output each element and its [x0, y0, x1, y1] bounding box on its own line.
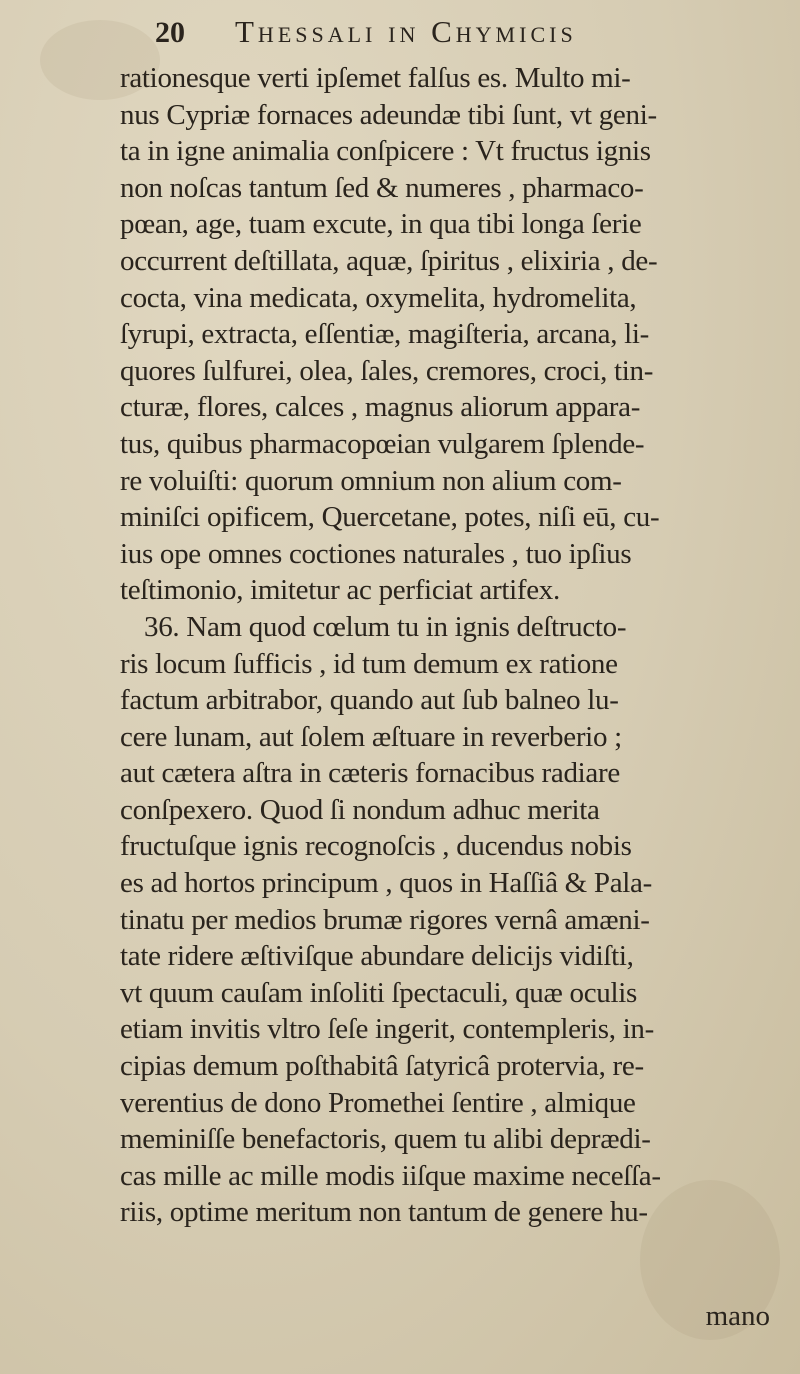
text-line: ta in igne animalia conſpicere : Vt fructus ignis: [120, 135, 651, 168]
text-line: quores ſulfurei, olea, ſales, cremores, croci, tin-: [120, 354, 654, 387]
text-line: non noſcas tantum ſed & numeres , pharmaco-: [120, 171, 644, 204]
text-line: tinatu per medios brumæ rigores vernâ amæni-: [120, 903, 650, 936]
text-line: pœan, age, tuam excute, in qua tibi longa ſerie: [120, 208, 642, 241]
text-line: aut cætera aſtra in cæteris fornacibus radiare: [120, 757, 620, 790]
text-line: verentius de dono Promethei ſentire , almique: [120, 1086, 636, 1119]
catchword: mano: [705, 1300, 770, 1332]
text-line: cas mille ac mille modis iiſque maxime neceſſa-: [120, 1159, 661, 1192]
text-line: miniſci opificem, Quercetane, potes, niſi eū, cu-: [120, 501, 660, 534]
text-line: cere lunam, aut ſolem æſtuare in reverberio ;: [120, 720, 622, 753]
text-line: tate ridere æſtiviſque abundare delicijs vidiſti,: [120, 940, 634, 973]
text-line: riis, optime meritum non tantum de genere hu-: [120, 1196, 648, 1229]
text-line: etiam invitis vltro ſeſe ingerit, contempleris, in-: [120, 1013, 654, 1046]
text-line: cipias demum poſthabitâ ſatyricâ protervia, re-: [120, 1050, 644, 1083]
text-line: ris locum ſufficis , id tum demum ex ratione: [120, 647, 618, 680]
text-line: rationesque verti ipſemet falſus es. Multo mi-: [120, 62, 631, 94]
text-line: factum arbitrabor, quando aut ſub balneo lu-: [120, 684, 619, 717]
text-line: re voluiſti: quorum omnium non alium com-: [120, 464, 622, 497]
running-head: Thessali in Chymicis: [235, 14, 577, 49]
text-line: vt quum cauſam inſoliti ſpectaculi, quæ oculis: [120, 976, 637, 1009]
text-line: occurrent deſtillata, aquæ, ſpiritus , elixiria , de-: [120, 244, 658, 277]
text-line: teſtimonio, imitetur ac perficiat artifex.: [120, 574, 560, 607]
page-number: 20: [155, 16, 185, 49]
text-line: cocta, vina medicata, oxymelita, hydromelita,: [120, 281, 637, 314]
page-header: [155, 14, 745, 62]
text-line: ſyrupi, extracta, eſſentiæ, magiſteria, arcana, li-: [120, 318, 650, 351]
paragraph-start-line: 36. Nam quod cœlum tu in ignis deſtructo-: [144, 610, 627, 643]
text-line: nus Cypriæ fornaces adeundæ tibi ſunt, vt geni-: [120, 98, 657, 131]
body-text: [120, 60, 790, 1231]
text-line: tus, quibus pharmacopœian vulgarem ſplende-: [120, 427, 645, 460]
text-line: es ad hortos principum , quos in Haſſiâ & Pala-: [120, 867, 652, 900]
text-line: cturæ, flores, calces , magnus aliorum appara-: [120, 391, 641, 424]
text-line: fructuſque ignis recognoſcis , ducendus nobis: [120, 830, 632, 863]
text-line: ius ope omnes coctiones naturales , tuo ipſius: [120, 537, 632, 570]
text-line: conſpexero. Quod ſi nondum adhuc merita: [120, 793, 600, 826]
text-line: meminiſſe benefactoris, quem tu alibi deprædi-: [120, 1123, 651, 1156]
